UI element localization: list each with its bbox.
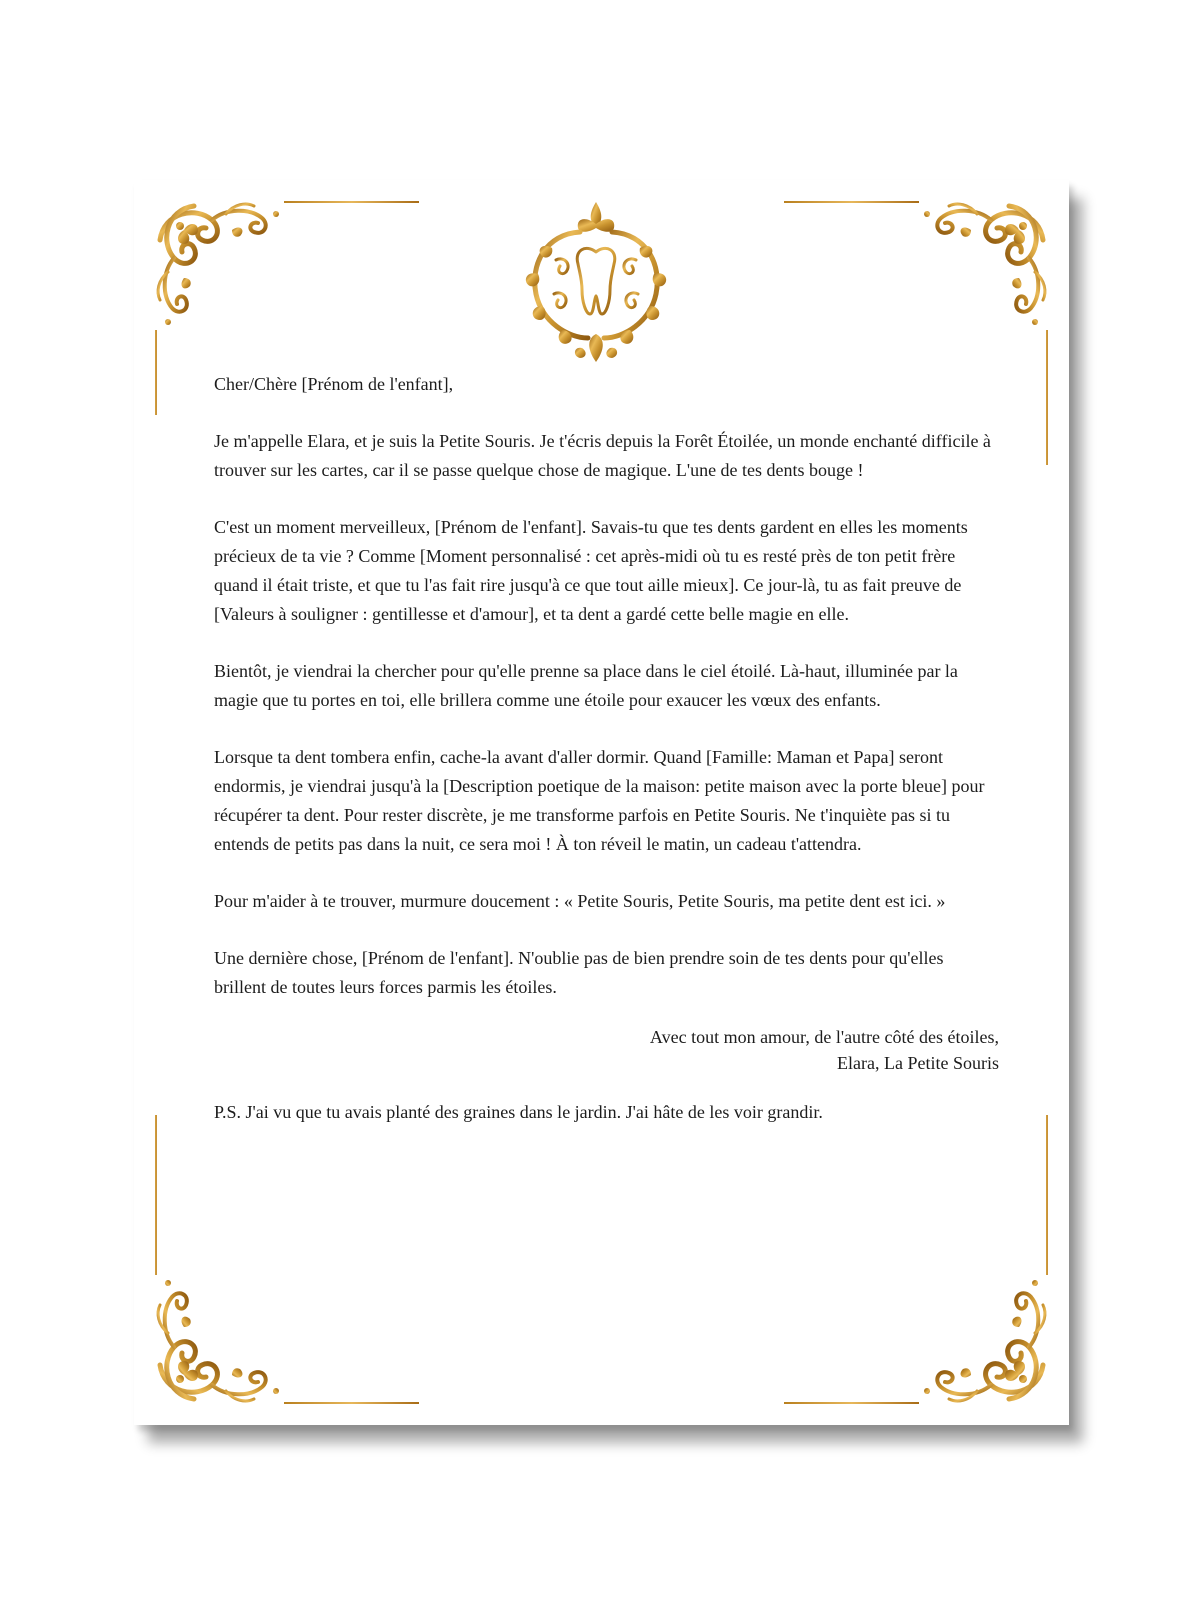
gold-rule-top-right-horizontal: [784, 201, 919, 203]
gold-rule-top-left-vertical: [155, 330, 157, 415]
corner-ornament-bottom-left: [154, 1275, 284, 1405]
letter-page: [134, 180, 1069, 1425]
gold-rule-top-right-vertical: [1046, 330, 1048, 465]
tooth-emblem: [516, 198, 676, 366]
gold-rule-bottom-left-vertical: [155, 1115, 157, 1275]
tooth-icon: [577, 248, 615, 314]
paragraph: Lorsque ta dent tombera enfin, cache-la avant d'aller dormir. Quand [Famille: Maman et Papa] seront endormis, je viendrai jusqu'à la [Description poetique de la maison: petite maison avec la porte bleue] pour récupérer ta dent. Pour rester discrète, je me transforme parfois en Petite Souris. Ne t'inquiète pas si tu entends de petits pas dans la nuit, ce sera moi ! À ton réveil le matin, un cadeau t'attendra.: [214, 747, 985, 854]
gold-rule-bottom-right-vertical: [1046, 1115, 1048, 1275]
closing-line: Avec tout mon amour, de l'autre côté des étoiles,: [649, 1027, 999, 1047]
gold-rule-bottom-left-horizontal: [284, 1402, 419, 1404]
paragraph: Bientôt, je viendrai la chercher pour qu'elle prenne sa place dans le ciel étoilé. Là-haut, illuminée par la magie que tu portes en toi, elle brillera comme une étoile pour exaucer les vœux des enfants.: [214, 661, 958, 710]
paragraph: Je m'appelle Elara, et je suis la Petite Souris. Je t'écris depuis la Forêt Étoilée, un monde enchanté difficile à trouver sur les cartes, car il se passe quelque chose de magique. L'une de tes dents bouge !: [214, 431, 991, 480]
paragraph: Une dernière chose, [Prénom de l'enfant]. N'oublie pas de bien prendre soin de tes dents pour qu'elles brillent de toutes leurs forces parmis les étoiles.: [214, 948, 944, 997]
postscript: P.S. J'ai vu que tu avais planté des graines dans le jardin. J'ai hâte de les voir grandir.: [214, 1102, 823, 1122]
paragraph: C'est un moment merveilleux, [Prénom de l'enfant]. Savais-tu que tes dents gardent en elles les moments précieux de ta vie ? Comme [Moment personnalisé : cet après-midi où tu es resté près de ton petit frère quand il était triste, et que tu l'as fait rire jusqu'à ce que tout aille mieux]. Ce jour-là, tu as fait preuve de [Valeurs à souligner : gentillesse et d'amour], et ta dent a gardé cette belle magie en elle.: [214, 517, 968, 624]
corner-ornament-top-right: [919, 200, 1049, 330]
signature: Elara, La Petite Souris: [837, 1053, 999, 1073]
salutation: Cher/Chère [Prénom de l'enfant],: [214, 374, 454, 394]
corner-ornament-bottom-right: [919, 1275, 1049, 1405]
signature-block: [214, 1024, 999, 1076]
gold-rule-bottom-right-horizontal: [784, 1402, 919, 1404]
gold-rule-top-left-horizontal: [284, 201, 419, 203]
corner-ornament-top-left: [154, 200, 284, 330]
letter-body: [214, 370, 999, 1155]
paragraph: Pour m'aider à te trouver, murmure doucement : « Petite Souris, Petite Souris, ma petite dent est ici. »: [214, 891, 946, 911]
